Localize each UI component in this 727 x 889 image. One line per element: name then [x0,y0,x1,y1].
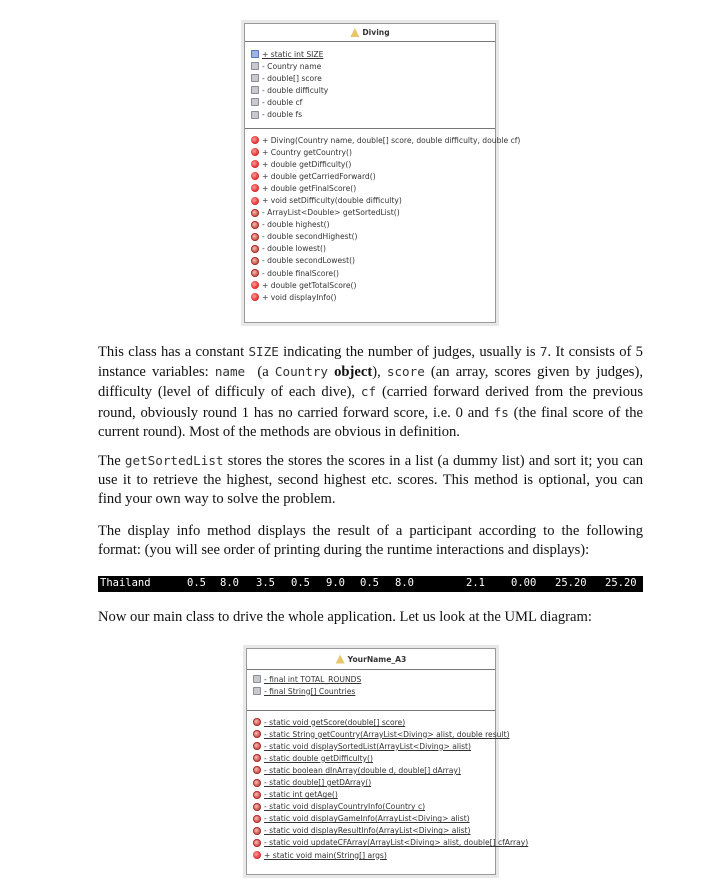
private-method-icon [253,754,261,762]
private-method-icon [251,209,259,217]
uml-member-text: + double getFinalScore() [262,183,357,193]
p1-code-country: Country [274,364,328,380]
uml-member-text: - double fs [262,110,303,120]
uml-member-text: - static void displaySortedList(ArrayList<Diving> alist) [264,741,471,751]
uml-member-row [247,801,495,813]
output-score-7: 8.0 [395,577,414,589]
uml-member-text: + void setDifficulty(double difficulty) [262,196,402,206]
class-icon [336,655,345,664]
uml-member-row [245,72,495,84]
uml-member-text: - static boolean dInArray(double d, double[] dArray) [264,765,461,775]
public-method-icon [251,136,259,144]
public-method-icon [251,172,259,180]
field-icon [251,111,259,119]
main-uml-title [247,649,495,670]
private-method-icon [251,221,259,229]
field-icon [251,98,259,106]
diving-fields-section [245,42,495,129]
uml-member-row [245,96,495,108]
uml-member-text: - final int TOTAL_ROUNDS [264,674,362,684]
uml-member-row [247,685,495,697]
uml-member-text: - static void displayGameInfo(ArrayList<Diving> alist) [264,814,470,824]
public-method-icon [251,148,259,156]
public-method-icon [251,184,259,192]
uml-member-row [245,279,495,291]
uml-member-text: - ArrayList<Double> getSortedList() [262,208,400,218]
uml-member-row [247,825,495,837]
output-carried-forward: 0.00 [511,577,537,589]
private-method-icon [253,718,261,726]
uml-member-row [245,255,495,267]
uml-member-text: - static void getScore(double[] score) [264,717,406,727]
uml-member-text: - double finalScore() [262,268,340,278]
field-icon [251,74,259,82]
private-method-icon [253,779,261,787]
p1-code-seven: 7 [539,344,548,359]
uml-member-row [245,146,495,158]
uml-member-text: - final String[] Countries [264,686,356,696]
p2-text-2: stores the stores the scores in a list (a dummy list) and sort it; you can use it to retrieve the highest, second highest etc. scores. This method is optional, you can find your own way to solve the problem. [98,453,643,508]
p1-code-name: name [214,364,246,380]
p1-text-1: This class has a constant [98,344,249,360]
uml-member-row [245,194,495,206]
uml-member-text: + double getTotalScore() [262,280,357,290]
field-icon [251,62,259,70]
diving-class-name: Diving [362,28,390,37]
uml-member-row [245,291,495,303]
uml-member-row [245,207,495,219]
p1-text-6: (an array, scores given by judges), difficulty (level of difficuly of each dive), [98,364,643,401]
private-method-icon [253,827,261,835]
uml-member-row [247,673,495,685]
private-method-icon [253,742,261,750]
uml-member-text: - double highest() [262,220,330,230]
uml-member-text: - double secondLowest() [262,256,356,266]
private-method-icon [251,269,259,277]
p1-text-4: (a [245,364,275,381]
uml-member-row [247,752,495,764]
uml-member-row [245,170,495,182]
output-score-4: 0.5 [291,577,310,589]
main-uml-diagram [246,648,529,875]
uml-member-text: - Country name [262,61,322,71]
main-class-name: YourName_A3 [347,654,407,664]
p1-text-2: indicating the number of judges, usually is [278,344,540,360]
private-method-icon [253,803,261,811]
public-method-icon [253,851,261,859]
uml-member-row [245,231,495,243]
uml-member-row [247,716,495,728]
p1-code-score: score [386,364,425,380]
diving-uml-title [245,24,495,42]
uml-member-text: - static String getCountry(ArrayList<Diving> alist, double result) [264,729,510,739]
uml-member-text: - double secondHighest() [262,232,358,242]
private-method-icon [253,839,261,847]
uml-member-row [245,108,495,120]
output-score-6: 0.5 [360,577,379,589]
uml-member-text: - static double[] getDArray() [264,778,372,788]
output-score-1: 0.5 [187,577,206,589]
uml-member-text: + Diving(Country name, double[] score, double difficulty, double cf) [262,135,521,145]
uml-member-row [245,267,495,279]
uml-member-text: - double[] score [262,73,322,83]
uml-member-row [245,84,495,96]
paragraph-class-description [98,342,643,442]
uml-member-text: + static void main(String[] args) [264,850,387,860]
public-method-icon [251,197,259,205]
private-method-icon [251,233,259,241]
p1-code-fs: fs [493,404,509,420]
uml-member-text: - static void displayCountryInfo(Country c) [264,802,426,812]
uml-member-row [245,48,495,60]
uml-member-row [245,158,495,170]
sample-output-line [98,576,643,592]
private-method-icon [251,257,259,265]
p1-code-size: SIZE [248,344,279,359]
main-fields-section [247,670,495,711]
uml-member-row [245,134,521,146]
output-score-3: 3.5 [256,577,275,589]
field-icon [253,675,261,683]
paragraph-display-info [98,522,643,560]
uml-member-text: + double getCarriedForward() [262,171,376,181]
diving-uml-diagram [244,23,521,323]
p1-code-cf: cf [360,384,377,400]
p1-text-8: (the final score of the current round). Most of the methods are obvious in definition. [98,404,643,440]
uml-member-text: - double cf [262,97,303,107]
p2-text-1: The [98,453,125,469]
uml-member-text: + Country getCountry() [262,147,352,157]
public-method-icon [251,293,259,301]
uml-member-row [247,813,495,825]
p3-text: The display info method displays the result of a participant according to the following format: (you will see order of printing during the runtime interactions and displays): [98,523,643,559]
uml-member-text: - static void displayResultInfo(ArrayList<Diving> alist) [264,826,471,836]
uml-member-text: - double lowest() [262,244,326,254]
p4-text: Now our main class to drive the whole application. Let us look at the UML diagram: [98,609,592,625]
class-icon [350,28,359,37]
uml-member-row [245,219,495,231]
output-difficulty: 2.1 [466,577,485,589]
paragraph-sorted-list [98,451,643,510]
uml-member-row [245,60,495,72]
uml-member-text: + double getDifficulty() [262,159,352,169]
uml-member-row [247,837,529,849]
p1-text-5: ), [372,364,387,381]
uml-member-row [247,740,495,752]
diving-methods-section [245,129,521,303]
output-score-5: 9.0 [326,577,345,589]
p1-text-3: . It consists of 5 instance variables: [98,344,643,381]
uml-member-row [247,789,495,801]
public-method-icon [251,160,259,168]
uml-member-row [247,728,510,740]
output-country: Thailand [100,577,151,589]
uml-member-text: - static double getDifficulty() [264,753,373,763]
public-method-icon [251,281,259,289]
main-methods-section [247,711,529,861]
uml-member-text: - static void updateCFArray(ArrayList<Diving> alist, double[] cfArray) [264,838,529,848]
output-total-score: 25.20 [605,577,637,589]
output-final-score: 25.20 [555,577,587,589]
static-field-icon [251,50,259,58]
private-method-icon [251,245,259,253]
uml-member-row [245,182,495,194]
output-score-2: 8.0 [220,577,239,589]
uml-member-text: + static int SIZE [262,49,324,59]
private-method-icon [253,791,261,799]
uml-member-row [247,776,495,788]
field-icon [253,687,261,695]
private-method-icon [253,815,261,823]
paragraph-main-class [98,608,643,627]
uml-member-row [247,849,495,861]
uml-member-text: - static int getAge() [264,790,338,800]
uml-member-row [247,764,495,776]
uml-member-text: - double difficulty [262,85,329,95]
uml-member-text: + void displayInfo() [262,292,337,302]
p1-text-7: (carried forward derived from the previous round, obviously round 1 has no carried forward score, i.e. 0 and [98,384,643,421]
private-method-icon [253,730,261,738]
private-method-icon [253,766,261,774]
p2-code-method: getSortedList [124,453,224,468]
p1-bold-object: object [334,364,373,381]
uml-member-row [245,243,495,255]
field-icon [251,86,259,94]
